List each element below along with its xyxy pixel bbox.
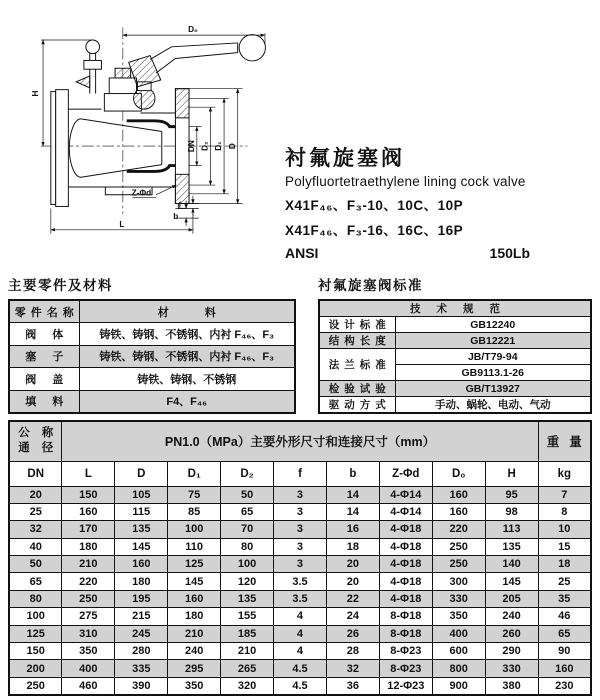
dim-value-cell: 320 (221, 677, 274, 694)
dim-value-cell: 350 (432, 608, 485, 625)
dim-value-cell: 16 (326, 521, 379, 538)
dim-value-cell: 18 (538, 556, 591, 573)
dim-value-cell: 20 (326, 573, 379, 590)
standards-table-row (319, 397, 591, 414)
dim-value-cell: 220 (62, 573, 115, 590)
dim-label-h: H (31, 90, 41, 97)
dim-value-cell: 10 (538, 521, 591, 538)
dim-label-b: b (173, 212, 179, 222)
dim-value-cell: 290 (485, 643, 538, 660)
dim-column-header: DN (9, 461, 62, 486)
dim-value-cell: 4-Φ18 (379, 538, 432, 555)
dim-column-header: H (485, 461, 538, 486)
dim-value-cell: 7 (538, 486, 591, 503)
model-line-1: X41F₄₆、F₃-10、10C、10P (285, 198, 464, 213)
dim-value-cell: 4 (274, 625, 327, 642)
dim-value-cell: 150 (9, 643, 62, 660)
part-material-cell: 铸铁、铸钢、不锈钢、内衬 F₄₆、F₃ (79, 345, 295, 368)
dim-value-cell: 310 (62, 625, 115, 642)
dim-value-cell: 15 (538, 538, 591, 555)
dim-label-z-phi-d: Z-Φd (131, 188, 152, 198)
dim-value-cell: 14 (326, 503, 379, 520)
dim-value-cell: 120 (221, 573, 274, 590)
dim-column-header: D (115, 461, 168, 486)
part-name-cell: 塞子 (9, 345, 79, 368)
dim-value-cell: 8-Φ18 (379, 625, 432, 642)
dim-value-cell: 3 (274, 486, 327, 503)
dim-value-cell: 145 (485, 573, 538, 590)
dim-label-f: f (178, 200, 182, 210)
dim-value-cell: 145 (168, 573, 221, 590)
model-line-2: X41F₄₆、F₃-16、16C、16P (285, 223, 464, 238)
dim-value-cell: 35 (538, 590, 591, 607)
dim-value-cell: 275 (62, 608, 115, 625)
dim-column-header: b (326, 461, 379, 486)
dim-table-row (9, 521, 591, 538)
dim-value-cell: 3.5 (274, 573, 327, 590)
part-name-cell: 阀盖 (9, 368, 79, 391)
standards-table-row (319, 333, 591, 349)
dim-table-row (9, 538, 591, 555)
dim-value-cell: 8-Φ23 (379, 660, 432, 677)
dim-value-cell: 70 (221, 521, 274, 538)
standard-value-cell: GB12240 (395, 317, 591, 333)
dim-value-cell: 400 (432, 625, 485, 642)
dim-table-row (9, 590, 591, 607)
dim-value-cell: 105 (115, 486, 168, 503)
part-name-cell: 填料 (9, 390, 79, 413)
dim-label-dn: DN (186, 140, 196, 153)
dim-value-cell: 26 (326, 625, 379, 642)
title-block (285, 142, 590, 261)
dim-value-cell: 95 (485, 486, 538, 503)
dim-value-cell: 22 (326, 590, 379, 607)
valve-body-outline (51, 35, 266, 209)
dim-value-cell: 140 (485, 556, 538, 573)
dim-value-cell: 210 (221, 643, 274, 660)
dim-value-cell: 8 (538, 503, 591, 520)
dim-value-cell: 4.5 (274, 677, 327, 694)
parts-table-row (9, 390, 295, 413)
dim-value-cell: 80 (221, 538, 274, 555)
dim-value-cell: 135 (221, 590, 274, 607)
dim-value-cell: 4 (274, 608, 327, 625)
dim-value-cell: 36 (326, 677, 379, 694)
dim-value-cell: 135 (115, 521, 168, 538)
dim-value-cell: 330 (432, 590, 485, 607)
page-title: 衬氟旋塞阀 (285, 147, 405, 170)
dim-table-row (9, 608, 591, 625)
mid-section (8, 274, 592, 414)
dim-value-cell: 265 (221, 660, 274, 677)
dim-value-cell: 800 (432, 660, 485, 677)
standard-label-cell: 检验试验 (319, 381, 395, 397)
dim-value-cell: 20 (326, 556, 379, 573)
dim-value-cell: 28 (326, 643, 379, 660)
page-title-english: Polyfluortetraethylene lining cock valve (285, 174, 526, 189)
dim-value-cell: 3 (274, 503, 327, 520)
dim-table-row (9, 677, 591, 694)
dim-value-cell: 350 (62, 643, 115, 660)
dim-value-cell: 390 (115, 677, 168, 694)
parts-table-row (9, 345, 295, 368)
dim-table-row (9, 503, 591, 520)
dim-value-cell: 4-Φ18 (379, 556, 432, 573)
dim-value-cell: 40 (9, 538, 62, 555)
standards-table-header-row (319, 300, 591, 317)
dim-value-cell: 245 (115, 625, 168, 642)
dim-value-cell: 240 (168, 643, 221, 660)
dim-value-cell: 160 (168, 590, 221, 607)
dim-table-row (9, 556, 591, 573)
part-material-cell: 铸铁、铸钢、不锈钢、内衬 F₄₆、F₃ (79, 323, 295, 346)
dim-value-cell: 8-Φ23 (379, 643, 432, 660)
standards-section (318, 274, 592, 414)
dim-value-cell: 300 (432, 573, 485, 590)
dim-value-cell: 65 (9, 573, 62, 590)
dim-value-cell: 210 (62, 556, 115, 573)
dim-value-cell: 220 (432, 521, 485, 538)
standards-table-row (319, 349, 591, 365)
dim-value-cell: 335 (115, 660, 168, 677)
dim-label-d2: D₂ (200, 141, 210, 151)
dim-value-cell: 180 (115, 573, 168, 590)
dim-value-cell: 4-Φ14 (379, 503, 432, 520)
dim-value-cell: 100 (9, 608, 62, 625)
standards-table-row (319, 317, 591, 333)
dim-value-cell: 240 (485, 608, 538, 625)
dim-value-cell: 195 (115, 590, 168, 607)
dim-value-cell: 250 (432, 556, 485, 573)
dim-value-cell: 250 (9, 677, 62, 694)
dim-value-cell: 260 (485, 625, 538, 642)
dim-value-cell: 20 (9, 486, 62, 503)
standards-table-row (319, 381, 591, 397)
parts-table-title: 主要零件及材料 (8, 278, 113, 293)
dim-value-cell: 230 (538, 677, 591, 694)
nominal-diameter-header: 公称 通径 (9, 421, 62, 461)
dim-value-cell: 295 (168, 660, 221, 677)
dim-value-cell: 600 (432, 643, 485, 660)
standard-label-cell: 驱动方式 (319, 397, 395, 414)
parts-column-material-header: 材料 (79, 300, 295, 323)
dim-value-cell: 4-Φ18 (379, 573, 432, 590)
dim-value-cell: 18 (326, 538, 379, 555)
parts-materials-section (8, 274, 296, 414)
standard-value-cell: JB/T79-94 (395, 349, 591, 365)
dim-value-cell: 200 (9, 660, 62, 677)
dim-table-row (9, 486, 591, 503)
dim-value-cell: 4.5 (274, 660, 327, 677)
ansi-label: ANSI (285, 245, 319, 261)
dimension-table (8, 420, 592, 696)
dim-value-cell: 180 (168, 608, 221, 625)
dim-value-cell: 50 (9, 556, 62, 573)
dim-value-cell: 3 (274, 538, 327, 555)
dim-value-cell: 14 (326, 486, 379, 503)
dim-value-cell: 32 (9, 521, 62, 538)
dim-value-cell: 160 (62, 503, 115, 520)
parts-column-name-header: 零件名称 (9, 300, 79, 323)
part-material-cell: 铸铁、铸钢、不锈钢 (79, 368, 295, 391)
dim-column-header: D₁ (168, 461, 221, 486)
dim-value-cell: 50 (221, 486, 274, 503)
standards-table-body (319, 317, 591, 414)
dim-value-cell: 12-Φ23 (379, 677, 432, 694)
dim-value-cell: 80 (9, 590, 62, 607)
weight-header: 重量 (538, 421, 591, 461)
dim-column-header: D₂ (221, 461, 274, 486)
dim-table-row (9, 625, 591, 642)
dim-table-subheader-row (9, 461, 591, 486)
dim-value-cell: 4-Φ14 (379, 486, 432, 503)
dim-value-cell: 65 (538, 625, 591, 642)
dim-value-cell: 125 (9, 625, 62, 642)
dim-value-cell: 24 (326, 608, 379, 625)
dim-table-row (9, 573, 591, 590)
standard-label-cell: 设计标准 (319, 317, 395, 333)
standards-table-title: 衬氟旋塞阀标准 (318, 278, 423, 293)
dim-label-d0: D₀ (188, 25, 198, 35)
standard-value-cell: GB/T13927 (395, 381, 591, 397)
standard-label-cell: 法兰标准 (319, 349, 395, 381)
dim-value-cell: 46 (538, 608, 591, 625)
dim-value-cell: 125 (168, 556, 221, 573)
dim-table-row (9, 643, 591, 660)
dim-table-row (9, 660, 591, 677)
standard-label-cell: 结构长度 (319, 333, 395, 349)
dim-value-cell: 135 (485, 538, 538, 555)
dim-value-cell: 210 (168, 625, 221, 642)
dim-value-cell: 330 (485, 660, 538, 677)
dim-column-header: kg (538, 461, 591, 486)
dim-column-header: Z-Φd (379, 461, 432, 486)
dim-value-cell: 100 (221, 556, 274, 573)
dim-value-cell: 113 (485, 521, 538, 538)
dim-value-cell: 115 (115, 503, 168, 520)
dim-column-header: L (62, 461, 115, 486)
dim-value-cell: 4-Φ18 (379, 521, 432, 538)
dim-value-cell: 3 (274, 521, 327, 538)
dim-value-cell: 185 (221, 625, 274, 642)
dim-value-cell: 32 (326, 660, 379, 677)
dim-value-cell: 8-Φ18 (379, 608, 432, 625)
dim-value-cell: 4-Φ18 (379, 590, 432, 607)
dimension-table-section (8, 420, 592, 696)
dim-label-d1: D₁ (214, 141, 224, 151)
dim-value-cell: 25 (538, 573, 591, 590)
parts-table-body (9, 323, 295, 413)
parts-table-row (9, 323, 295, 346)
standard-value-cell: 手动、蜗轮、电动、气动 (395, 397, 591, 414)
dim-label-d: D (227, 143, 237, 150)
ansi-rating-line (285, 245, 530, 261)
part-material-cell: F4、F₄₆ (79, 390, 295, 413)
part-name-cell: 阀体 (9, 323, 79, 346)
dim-value-cell: 280 (115, 643, 168, 660)
dim-value-cell: 460 (62, 677, 115, 694)
dim-value-cell: 160 (432, 503, 485, 520)
dim-value-cell: 160 (115, 556, 168, 573)
dim-value-cell: 900 (432, 677, 485, 694)
dim-value-cell: 90 (538, 643, 591, 660)
dim-value-cell: 100 (168, 521, 221, 538)
dim-table-main-header: PN1.0（MPa）主要外形尺寸和连接尺寸（mm） (62, 421, 538, 461)
parts-table-row (9, 368, 295, 391)
dim-value-cell: 400 (62, 660, 115, 677)
dim-value-cell: 145 (115, 538, 168, 555)
dim-value-cell: 170 (62, 521, 115, 538)
standards-header-cell: 技术规范 (319, 300, 591, 317)
dim-value-cell: 25 (9, 503, 62, 520)
dim-value-cell: 180 (62, 538, 115, 555)
dim-value-cell: 4 (274, 643, 327, 660)
valve-technical-drawing (8, 4, 300, 262)
dim-table-body (9, 486, 591, 695)
dim-value-cell: 65 (221, 503, 274, 520)
dim-value-cell: 3.5 (274, 590, 327, 607)
dim-value-cell: 150 (62, 486, 115, 503)
dim-value-cell: 215 (115, 608, 168, 625)
standard-value-cell: GB12221 (395, 333, 591, 349)
dim-table-main-header-row (9, 421, 591, 461)
dim-value-cell: 3 (274, 556, 327, 573)
dim-column-header: f (274, 461, 327, 486)
standards-table (318, 299, 592, 414)
parts-materials-table (8, 299, 296, 414)
standard-value-cell: GB9113.1-26 (395, 365, 591, 381)
dim-value-cell: 75 (168, 486, 221, 503)
dim-value-cell: 160 (432, 486, 485, 503)
dim-value-cell: 110 (168, 538, 221, 555)
dim-value-cell: 250 (432, 538, 485, 555)
dim-value-cell: 98 (485, 503, 538, 520)
dim-value-cell: 155 (221, 608, 274, 625)
dim-value-cell: 350 (168, 677, 221, 694)
valve-drawing-svg (8, 4, 300, 259)
dim-value-cell: 160 (538, 660, 591, 677)
dim-value-cell: 380 (485, 677, 538, 694)
dim-column-header: D₀ (432, 461, 485, 486)
dim-value-cell: 205 (485, 590, 538, 607)
dim-label-l: L (119, 219, 125, 229)
ansi-value: 150Lb (489, 245, 530, 261)
parts-table-header-row (9, 300, 295, 323)
dim-value-cell: 85 (168, 503, 221, 520)
dim-value-cell: 250 (62, 590, 115, 607)
